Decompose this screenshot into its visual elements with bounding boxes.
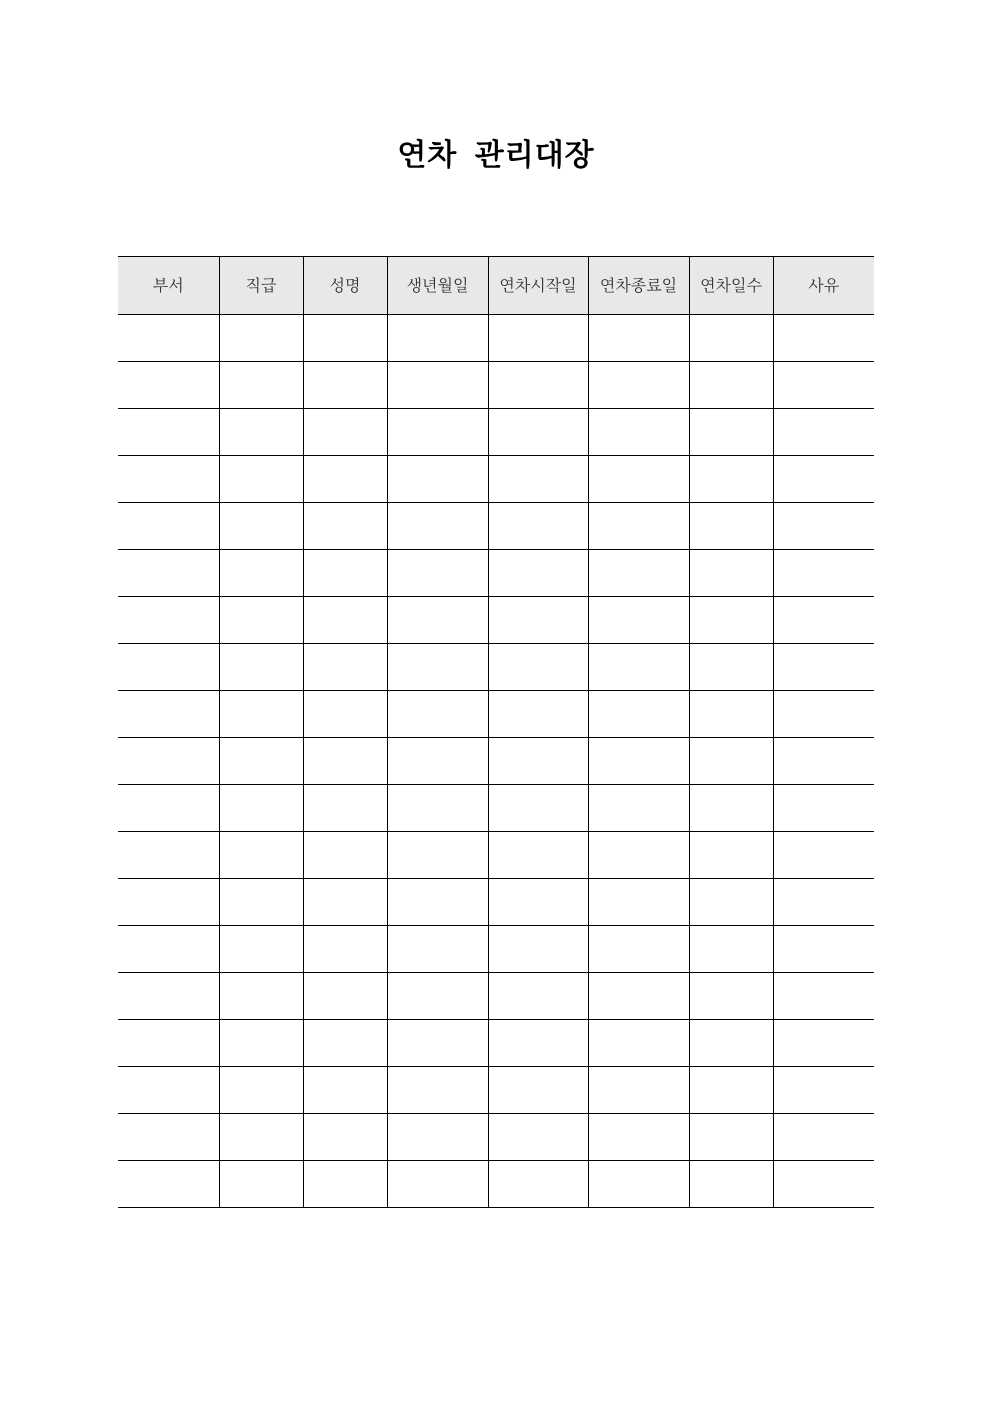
table-row (118, 879, 874, 926)
table-row (118, 1114, 874, 1161)
leave-ledger-table (118, 256, 874, 1208)
table-cell[interactable] (303, 973, 387, 1020)
table-row (118, 1161, 874, 1208)
table-cell[interactable] (773, 409, 874, 456)
table-cell[interactable] (588, 1161, 689, 1208)
table-cell[interactable] (219, 738, 303, 785)
table-cell[interactable] (387, 1020, 488, 1067)
table-cell[interactable] (303, 409, 387, 456)
table-cell[interactable] (689, 456, 773, 503)
table-cell[interactable] (387, 1161, 488, 1208)
table-cell[interactable] (118, 785, 219, 832)
header-reason: 사유 (773, 257, 874, 315)
table-cell[interactable] (219, 832, 303, 879)
table-cell[interactable] (773, 926, 874, 973)
table-cell[interactable] (118, 1020, 219, 1067)
table-cell[interactable] (488, 691, 588, 738)
table-cell[interactable] (488, 1020, 588, 1067)
table-cell[interactable] (588, 973, 689, 1020)
table-cell[interactable] (387, 785, 488, 832)
table-cell[interactable] (118, 456, 219, 503)
table-cell[interactable] (303, 1161, 387, 1208)
table-cell[interactable] (689, 1020, 773, 1067)
table-cell[interactable] (488, 409, 588, 456)
table-cell[interactable] (219, 1067, 303, 1114)
table-cell[interactable] (488, 550, 588, 597)
table-cell[interactable] (387, 503, 488, 550)
table-cell[interactable] (387, 315, 488, 362)
table-cell[interactable] (387, 1114, 488, 1161)
table-cell[interactable] (773, 1020, 874, 1067)
table-cell[interactable] (773, 644, 874, 691)
table-row (118, 503, 874, 550)
table-cell[interactable] (219, 1114, 303, 1161)
table-cell[interactable] (219, 362, 303, 409)
table-body (118, 315, 874, 1208)
table-row (118, 409, 874, 456)
table-cell[interactable] (588, 738, 689, 785)
table-cell[interactable] (387, 550, 488, 597)
table-cell[interactable] (118, 550, 219, 597)
table-cell[interactable] (588, 879, 689, 926)
table-cell[interactable] (303, 456, 387, 503)
table-cell[interactable] (118, 409, 219, 456)
table-cell[interactable] (118, 362, 219, 409)
table-cell[interactable] (118, 1067, 219, 1114)
table-cell[interactable] (387, 597, 488, 644)
table-cell[interactable] (303, 832, 387, 879)
table-cell[interactable] (588, 832, 689, 879)
table-row (118, 456, 874, 503)
table-cell[interactable] (219, 785, 303, 832)
table-cell[interactable] (303, 879, 387, 926)
table-cell[interactable] (488, 456, 588, 503)
table-cell[interactable] (689, 644, 773, 691)
table-cell[interactable] (773, 738, 874, 785)
table-row (118, 550, 874, 597)
table-cell[interactable] (689, 691, 773, 738)
table-cell[interactable] (689, 1114, 773, 1161)
table-cell[interactable] (387, 1067, 488, 1114)
table-cell[interactable] (303, 315, 387, 362)
table-row (118, 973, 874, 1020)
table-cell[interactable] (689, 785, 773, 832)
table-cell[interactable] (689, 926, 773, 973)
table-cell[interactable] (303, 362, 387, 409)
table-cell[interactable] (588, 1067, 689, 1114)
table-row (118, 597, 874, 644)
table-cell[interactable] (219, 926, 303, 973)
table-cell[interactable] (773, 832, 874, 879)
table-cell[interactable] (773, 362, 874, 409)
table-cell[interactable] (689, 1067, 773, 1114)
table-row (118, 691, 874, 738)
table-cell[interactable] (689, 738, 773, 785)
table-cell[interactable] (488, 644, 588, 691)
table-cell[interactable] (387, 691, 488, 738)
table-cell[interactable] (488, 362, 588, 409)
table-cell[interactable] (303, 1067, 387, 1114)
table-cell[interactable] (118, 315, 219, 362)
table-cell[interactable] (689, 362, 773, 409)
table-cell[interactable] (588, 456, 689, 503)
table-cell[interactable] (118, 926, 219, 973)
table-cell[interactable] (219, 597, 303, 644)
table-cell[interactable] (303, 550, 387, 597)
table-row (118, 926, 874, 973)
header-leave-end: 연차종료일 (588, 257, 689, 315)
table-cell[interactable] (387, 879, 488, 926)
table-cell[interactable] (773, 1161, 874, 1208)
table-cell[interactable] (588, 926, 689, 973)
table-cell[interactable] (219, 503, 303, 550)
table-cell[interactable] (773, 973, 874, 1020)
table-header-row (118, 257, 874, 315)
table-cell[interactable] (488, 503, 588, 550)
table-cell[interactable] (689, 879, 773, 926)
table-cell[interactable] (488, 926, 588, 973)
table-cell[interactable] (488, 1114, 588, 1161)
table-cell[interactable] (219, 879, 303, 926)
table-cell[interactable] (689, 832, 773, 879)
table-cell[interactable] (488, 738, 588, 785)
table-cell[interactable] (118, 738, 219, 785)
header-position: 직급 (219, 257, 303, 315)
table-cell[interactable] (118, 1114, 219, 1161)
table-cell[interactable] (588, 550, 689, 597)
table-cell[interactable] (588, 315, 689, 362)
table-row (118, 644, 874, 691)
table-cell[interactable] (588, 1020, 689, 1067)
table-cell[interactable] (689, 1161, 773, 1208)
table-cell[interactable] (387, 456, 488, 503)
table-cell[interactable] (588, 691, 689, 738)
table-row (118, 832, 874, 879)
table-cell[interactable] (219, 644, 303, 691)
table-cell[interactable] (588, 409, 689, 456)
table-cell[interactable] (773, 503, 874, 550)
table-cell[interactable] (219, 550, 303, 597)
table-cell[interactable] (387, 644, 488, 691)
table-cell[interactable] (773, 691, 874, 738)
table-cell[interactable] (488, 315, 588, 362)
table-cell[interactable] (118, 644, 219, 691)
table-cell[interactable] (118, 1161, 219, 1208)
table-cell[interactable] (588, 503, 689, 550)
table-cell[interactable] (588, 597, 689, 644)
table-row (118, 785, 874, 832)
table-cell[interactable] (773, 597, 874, 644)
table-cell[interactable] (588, 785, 689, 832)
table-cell[interactable] (773, 550, 874, 597)
table-cell[interactable] (773, 785, 874, 832)
table-cell[interactable] (387, 832, 488, 879)
table-cell[interactable] (488, 973, 588, 1020)
table-cell[interactable] (303, 1114, 387, 1161)
table-cell[interactable] (689, 315, 773, 362)
table-cell[interactable] (689, 409, 773, 456)
table-cell[interactable] (303, 644, 387, 691)
table-cell[interactable] (488, 1067, 588, 1114)
table-cell[interactable] (488, 597, 588, 644)
table-cell[interactable] (689, 550, 773, 597)
table-cell[interactable] (773, 315, 874, 362)
table-cell[interactable] (488, 832, 588, 879)
table-cell[interactable] (387, 362, 488, 409)
table-cell[interactable] (219, 973, 303, 1020)
table-cell[interactable] (303, 1020, 387, 1067)
table-cell[interactable] (303, 691, 387, 738)
table-cell[interactable] (219, 456, 303, 503)
table-cell[interactable] (118, 973, 219, 1020)
table-cell[interactable] (118, 691, 219, 738)
table-cell[interactable] (303, 738, 387, 785)
table-cell[interactable] (219, 409, 303, 456)
table-cell[interactable] (689, 503, 773, 550)
table-cell[interactable] (588, 1114, 689, 1161)
table-row (118, 315, 874, 362)
header-birthdate: 생년월일 (387, 257, 488, 315)
table-cell[interactable] (303, 503, 387, 550)
table-cell[interactable] (118, 597, 219, 644)
table-cell[interactable] (219, 1020, 303, 1067)
header-leave-start: 연차시작일 (488, 257, 588, 315)
table-cell[interactable] (303, 597, 387, 644)
table-cell[interactable] (488, 785, 588, 832)
header-leave-days: 연차일수 (689, 257, 773, 315)
table-cell[interactable] (773, 1114, 874, 1161)
table-cell[interactable] (689, 597, 773, 644)
table-cell[interactable] (387, 973, 488, 1020)
table-cell[interactable] (488, 879, 588, 926)
table-cell[interactable] (118, 879, 219, 926)
table-row (118, 1020, 874, 1067)
table-cell[interactable] (219, 1161, 303, 1208)
table-cell[interactable] (118, 503, 219, 550)
table-cell[interactable] (488, 1161, 588, 1208)
table-cell[interactable] (588, 362, 689, 409)
table-row (118, 362, 874, 409)
table-cell[interactable] (303, 926, 387, 973)
table-cell[interactable] (118, 832, 219, 879)
table-row (118, 738, 874, 785)
table-cell[interactable] (387, 926, 488, 973)
table-cell[interactable] (773, 456, 874, 503)
table-cell[interactable] (773, 1067, 874, 1114)
table-cell[interactable] (773, 879, 874, 926)
document-title: 연차 관리대장 (397, 138, 595, 173)
table-cell[interactable] (219, 691, 303, 738)
table-cell[interactable] (303, 785, 387, 832)
table-row (118, 1067, 874, 1114)
header-name: 성명 (303, 257, 387, 315)
table-cell[interactable] (588, 644, 689, 691)
table-cell[interactable] (387, 738, 488, 785)
table-cell[interactable] (689, 973, 773, 1020)
table-cell[interactable] (219, 315, 303, 362)
table-cell[interactable] (387, 409, 488, 456)
header-department: 부서 (118, 257, 219, 315)
